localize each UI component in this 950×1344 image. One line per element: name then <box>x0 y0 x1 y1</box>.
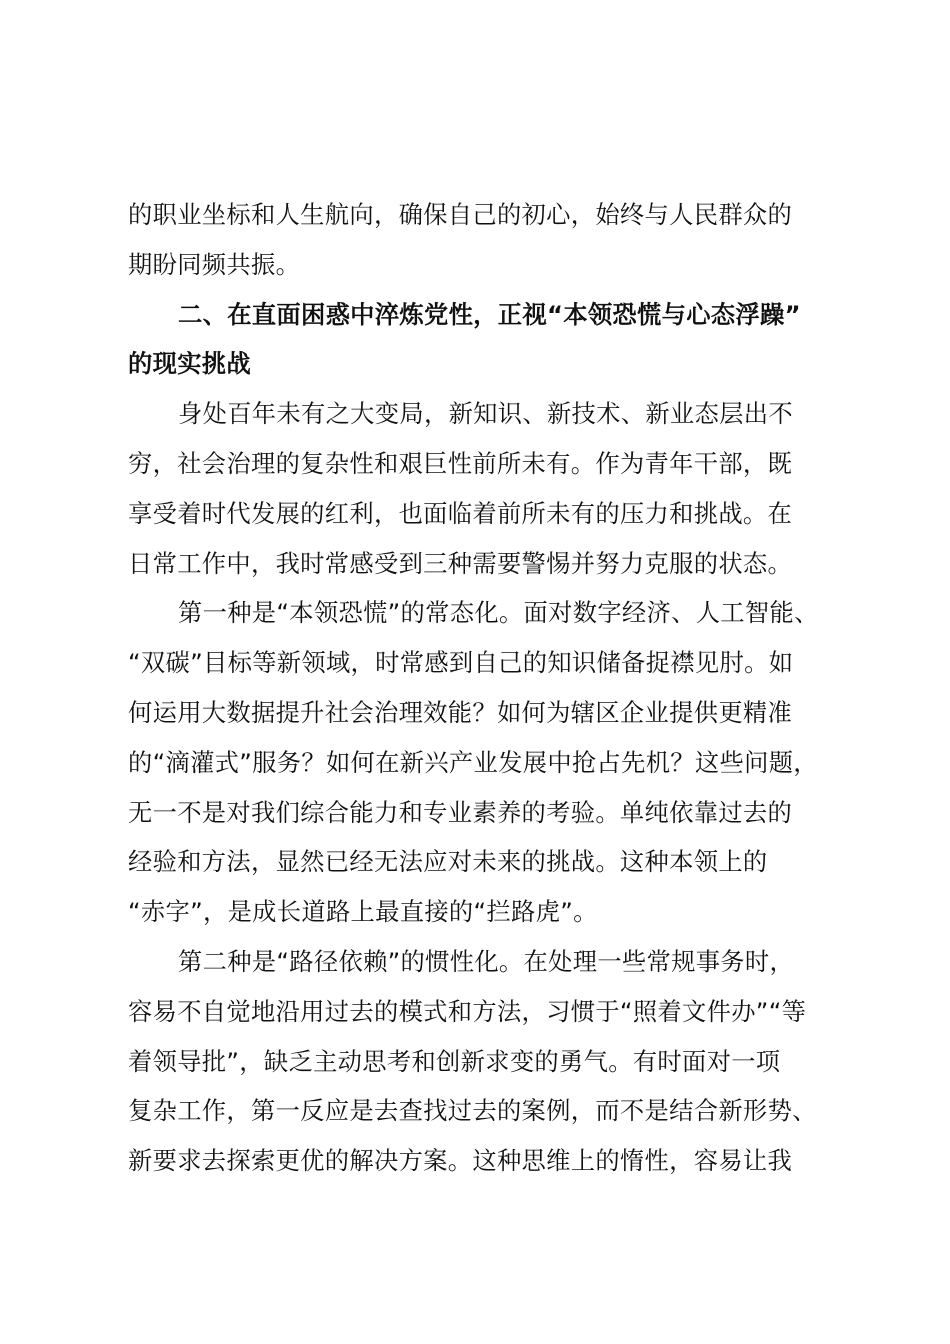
paragraph-line: 期盼同频共振。 <box>128 249 301 279</box>
paragraph-line: 经验和方法，显然已经无法应对未来的挑战。这种本领上的 <box>128 847 768 877</box>
paragraph-line: 的“滴灌式”服务？如何在新兴产业发展中抢占先机？这些问题， <box>128 747 818 777</box>
document-body <box>128 190 828 1186</box>
section-heading: 二、在直面困惑中淬炼党性，正视“本领恐慌与心态浮躁” <box>178 299 801 329</box>
paragraph-line: 穷，社会治理的复杂性和艰巨性前所未有。作为青年干部，既 <box>128 448 793 478</box>
paragraph-line: 第二种是“路径依赖”的惯性化。在处理一些常规事务时， <box>178 946 795 976</box>
paragraph-line: 享受着时代发展的红利，也面临着前所未有的压力和挑战。在 <box>128 498 793 528</box>
paragraph-line: 的职业坐标和人生航向，确保自己的初心，始终与人民群众的 <box>128 200 793 229</box>
paragraph-line: 无一不是对我们综合能力和专业素养的考验。单纯依靠过去的 <box>128 797 793 827</box>
paragraph-line: 复杂工作，第一反应是去查找过去的案例，而不是结合新形势、 <box>128 1096 817 1126</box>
section-heading: 的现实挑战 <box>128 349 251 379</box>
paragraph-line: “赤字”，是成长道路上最直接的“拦路虎”。 <box>128 897 598 927</box>
paragraph-line: “双碳”目标等新领域，时常感到自己的知识储备捉襟见肘。如 <box>128 648 794 678</box>
paragraph-line: 新要求去探索更优的解决方案。这种思维上的惰性，容易让我 <box>128 1146 793 1176</box>
paragraph-line: 身处百年未有之大变局，新知识、新技术、新业态层出不 <box>178 399 793 429</box>
paragraph-line: 日常工作中，我时常感受到三种需要警惕并努力克服的状态。 <box>128 548 793 578</box>
paragraph-line: 容易不自觉地沿用过去的模式和方法，习惯于“照着文件办”“等 <box>128 996 807 1026</box>
paragraph-line: 第一种是“本领恐慌”的常态化。面对数字经济、人工智能、 <box>178 598 819 628</box>
paragraph-line: 着领导批”，缺乏主动思考和创新求变的勇气。有时面对一项 <box>128 1046 781 1076</box>
paragraph-line: 何运用大数据提升社会治理效能？如何为辖区企业提供更精准 <box>128 697 793 727</box>
